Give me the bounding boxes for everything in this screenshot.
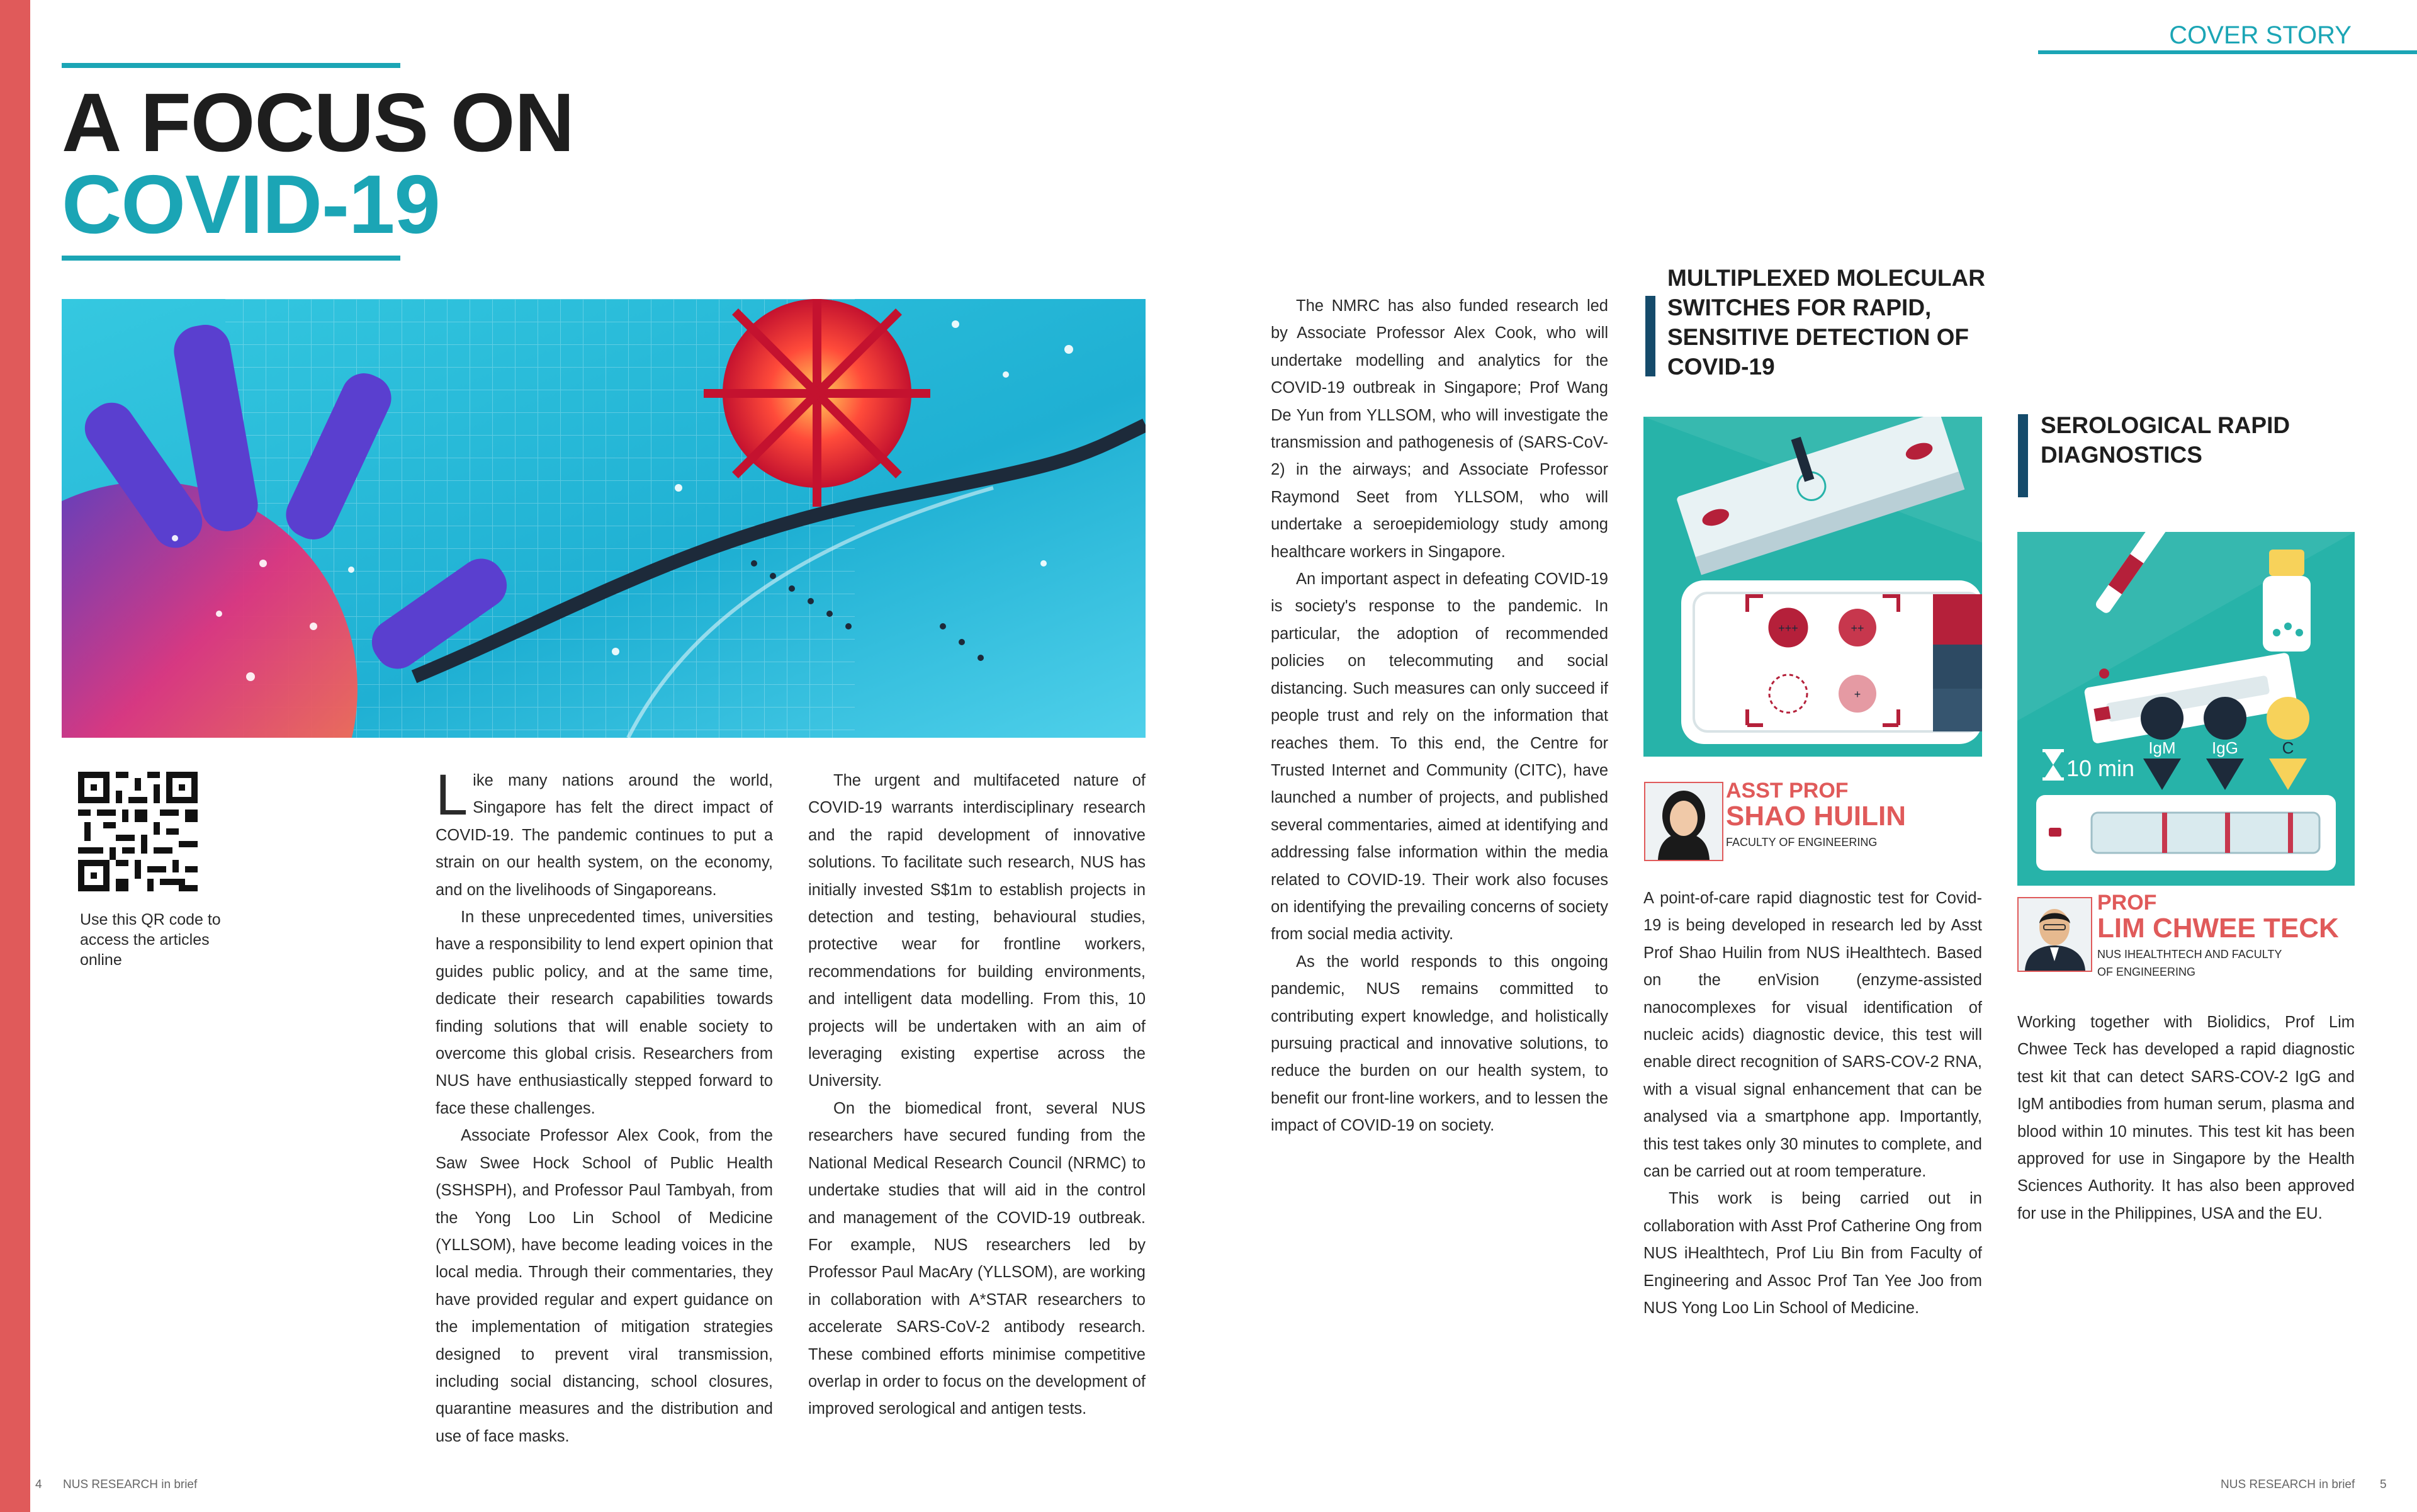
qr-code[interactable] [78, 772, 198, 891]
paragraph: The NMRC has also funded research led by Associate Professor Alex Cook, who will undertake modelling and analytics for the COVID-19 outbreak in Singapore; Prof Wang De Yun from YLLSOM, who will investigate the transmission and pathogenesis of (SARS-CoV-2) in the airways; and Associate Professor Raymond Seet from YLLSOM, who will undertake a seroepidemiology study among healthcare workers in Singapore. [1271, 297, 1608, 561]
avatar [2017, 897, 2092, 972]
person-faculty: FACULTY OF ENGINEERING [1726, 836, 1878, 849]
section-rule [2038, 50, 2417, 54]
page-number-right: 5 [2380, 1478, 2387, 1491]
paragraph: ike many nations around the world, Singapore has felt the direct impact of COVID-19. The pandemic continues to put a strain on our health system, on the economy, and on the livelihoods of Singaporeans. [436, 772, 773, 899]
title-rule-top [62, 63, 400, 68]
well-label-1: +++ [1778, 622, 1798, 635]
paragraph: Working together with Biolidics, Prof Lim Chwee Teck has developed a rapid diagnostic test kit that can detect SARS-COV-2 IgG and IgM antibodies from human serum, plasma and blood within 10 minutes. This test kit has been approved for use in Singapore by the Health Sciences Authority. It has also been approved for use in the Philippines, USA and the EU. [2017, 1013, 2355, 1222]
publication-name-left: NUS RESEARCH in brief [63, 1478, 198, 1491]
page-edge-bar [0, 0, 30, 1512]
paragraph: Associate Professor Alex Cook, from the Saw Swee Hock School of Public Health (SSHSPH), and Professor Paul Tambyah, from the Yong Loo Lin School of Medicine (YLLSOM), have become leading voices in the local media. Through their commentaries, they have provided regular and expert guidance on the implementation of mitigation strategies designed to prevent viral transmission, including social distancing, school closures, quarantine measures and the distribution and use of face masks. [436, 1127, 773, 1445]
time-label: 10 min [2066, 755, 2135, 781]
well-label-2: ++ [1851, 622, 1864, 635]
article-column-1 [436, 763, 773, 1450]
person-card [1726, 779, 1940, 851]
person-name: SHAO HUILIN [1726, 801, 1906, 832]
person-name: LIM CHWEE TECK [2097, 913, 2339, 944]
molecular-switch-illustration [1643, 417, 1982, 757]
paragraph: In these unprecedented times, universities have a responsibility to lend expert opinion that guides public policy, and at the same time, dedicate their research capabilities towards finding solutions that will enable society to overcome this global crisis. Researchers from NUS have enthusiastically stepped forward to face these challenges. [436, 908, 773, 1117]
drop-cap: L [436, 763, 468, 827]
sidebar-2-heading: SEROLOGICAL RAPID DIAGNOSTICS [2041, 412, 2290, 468]
pin-label-igm: IgM [2148, 738, 2176, 757]
article-column-3 [1271, 293, 1608, 1140]
title-rule-bottom [62, 256, 400, 261]
title-line-2: COVID-19 [62, 158, 440, 251]
section-label: COVER STORY [2169, 21, 2352, 49]
paragraph: This work is being carried out in collaboration with Asst Prof Catherine Ong from NUS iHealthtech, Prof Liu Bin from Faculty of Engineering and Assoc Prof Tan Yee Joo from NUS Yong Loo Lin School of Medicine. [1643, 1190, 1982, 1317]
pin-label-c: C [2282, 738, 2294, 757]
avatar [1644, 782, 1723, 861]
person-title: ASST PROF [1726, 779, 1849, 803]
publication-name-right: NUS RESEARCH in brief [2221, 1478, 2355, 1491]
paragraph: A point-of-care rapid diagnostic test for Covid-19 is being developed in research led by Asst Prof Shao Huilin from NUS iHealthtech. Based on the enVision (enzyme-assisted nanocomplexes for visual identification of nucleic acids) diagnostic device, this test will enable direct recognition of SARS-COV-2 RNA, with a visual signal enhancement that can be analysed via a smartphone app. Importantly, this test takes only 30 minutes to complete, and can be carried out at room temperature. [1643, 889, 1982, 1181]
title-line-1: A FOCUS ON [62, 76, 574, 169]
qr-note: Use this QR code to access the articles online [80, 911, 221, 969]
sidebar-1-text [1643, 885, 1982, 1323]
person-faculty: NUS IHEALTHTECH AND FACULTY OF ENGINEERING [2097, 948, 2282, 978]
serological-test-illustration [2017, 532, 2355, 886]
paragraph: The urgent and multifaceted nature of COVID-19 warrants interdisciplinary research and the rapid development of innovative solutions. To facilitate such research, NUS has initially invested S$1m to establish projects in detection and testing, behavioural studies, protective wear for frontline workers, recommendations for building environments, and intelligent data modelling. From this, 10 projects will be undertaken with an aim of leveraging existing expertise across the University. [808, 772, 1146, 1090]
page-title [62, 76, 574, 251]
well-label-3: + [1854, 688, 1861, 701]
paragraph: As the world responds to this ongoing pandemic, NUS remains committed to contributing expert knowledge, and holistically pursuing practical and innovative solutions, to reduce the burden on our health system, to benefit our front-line workers, and to lessen the impact of COVID-19 on society. [1271, 952, 1608, 1135]
person-title: PROF [2097, 891, 2157, 915]
page-number-left: 4 [35, 1478, 42, 1491]
hero-image [62, 299, 1146, 738]
person-card [2097, 891, 2362, 981]
paragraph: An important aspect in defeating COVID-19 is society's response to the pandemic. In particular, the adoption of recommended policies on telecommuting and social distancing. Such measures can only succeed if people trust and rely on the information that reaches them. To this end, the Centre for Trusted Internet and Community (CITC), have launched a number of projects, and published several commentaries, aimed at identifying and addressing false information within the media related to COVID-19. Their work also focuses on identifying the prevailing concerns of society from social media activity. [1271, 570, 1608, 944]
sidebar-2-text [2017, 1009, 2355, 1227]
pin-label-igg: IgG [2212, 738, 2238, 757]
sidebar-1-heading: MULTIPLEXED MOLECULAR SWITCHES FOR RAPID, SENSITIVE DETECTION OF COVID-19 [1667, 265, 1985, 380]
heading-bar [2018, 414, 2028, 497]
article-column-2 [808, 767, 1146, 1423]
heading-bar [1645, 296, 1655, 376]
paragraph: On the biomedical front, several NUS researchers have secured funding from the National Medical Research Council (NRMC) to undertake studies that will aid in the control and management of the COVID-19 outbreak. For example, NUS researchers led by Professor Paul MacAry (YLLSOM), are working in collaboration with A*STAR researchers to accelerate SARS-CoV-2 antibody research. These combined efforts minimise competitive overlap in order to focus on the development of improved serological and antigen tests. [808, 1099, 1146, 1418]
